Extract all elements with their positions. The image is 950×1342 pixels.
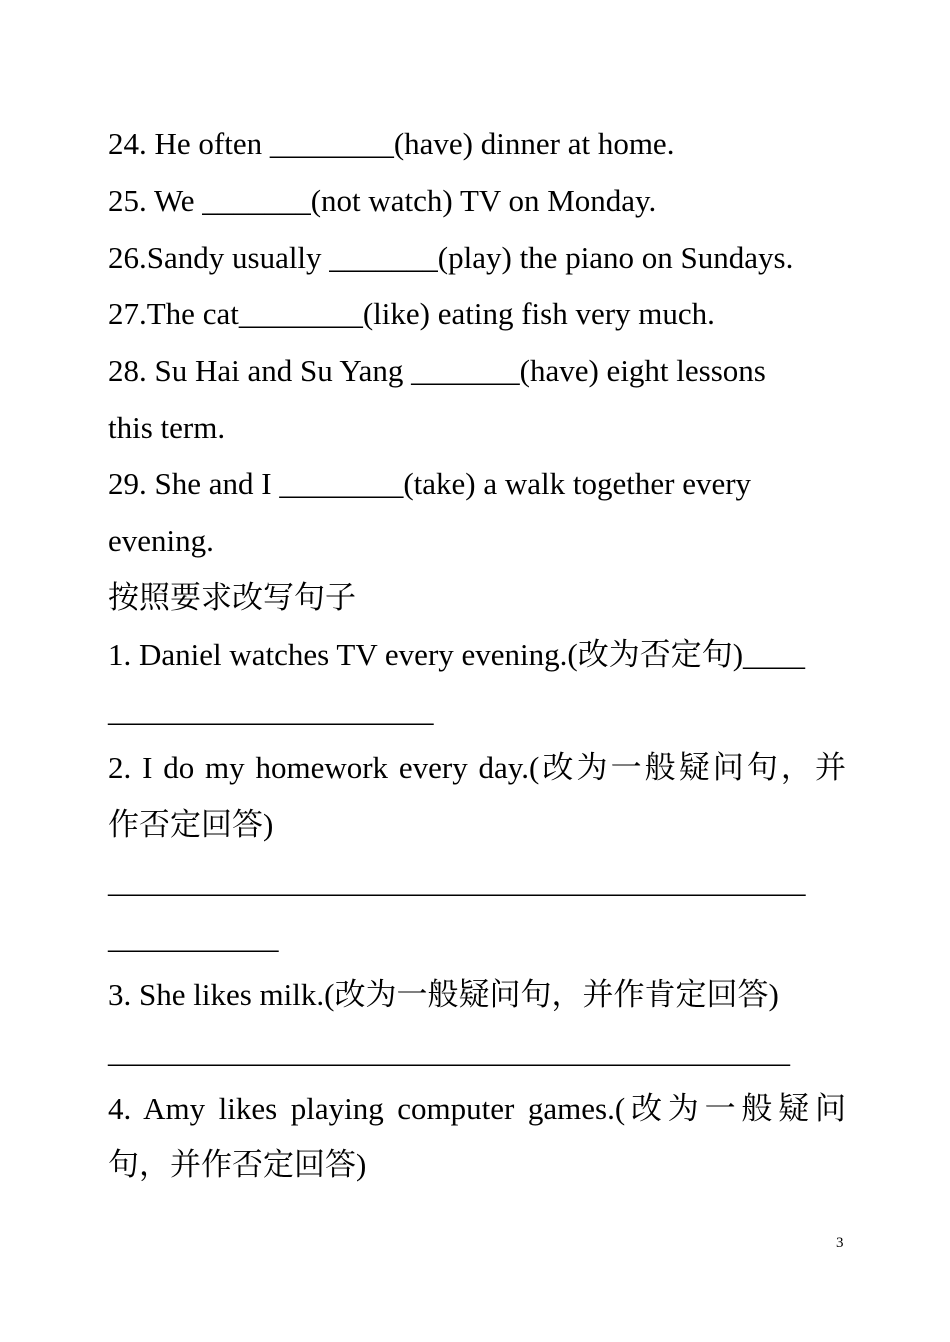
rewrite-4-line-1: 4. Amy likes playing computer games.(改为一般疑问 xyxy=(108,1091,846,1126)
exercise-27: 27.The cat________(like) eating fish very much. xyxy=(108,296,715,331)
answer-blank-3: ____________________________________________ xyxy=(108,1034,790,1069)
answer-blank-2a: _____________________________________________ xyxy=(108,864,806,899)
section-heading: 按照要求改写句子 xyxy=(108,580,356,615)
rewrite-1: 1. Daniel watches TV every evening.(改为否定句)____ xyxy=(108,637,806,672)
rewrite-4-line-2: 句，并作否定回答) xyxy=(108,1147,367,1182)
page-number: 3 xyxy=(836,1235,844,1251)
exercise-28-line-1: 28. Su Hai and Su Yang _______(have) eight lessons xyxy=(108,353,766,388)
exercise-28-line-2: this term. xyxy=(108,410,226,445)
rewrite-2-line-1: 2. I do my homework every day.(改为一般疑问句，并 xyxy=(108,750,846,785)
rewrite-2-line-2: 作否定回答) xyxy=(108,807,274,842)
exercise-25: 25. We _______(not watch) TV on Monday. xyxy=(108,183,657,218)
exercise-26: 26.Sandy usually _______(play) the piano on Sundays. xyxy=(108,240,794,275)
exercise-29-line-1: 29. She and I ________(take) a walk together every xyxy=(108,466,752,501)
answer-blank-2b: ___________ xyxy=(108,920,279,955)
exercise-29-line-2: evening. xyxy=(108,523,214,558)
answer-blank-1: _____________________ xyxy=(108,693,434,728)
exercise-24: 24. He often ________(have) dinner at home. xyxy=(108,126,675,161)
rewrite-3: 3. She likes milk.(改为一般疑问句，并作肯定回答) xyxy=(108,977,779,1012)
